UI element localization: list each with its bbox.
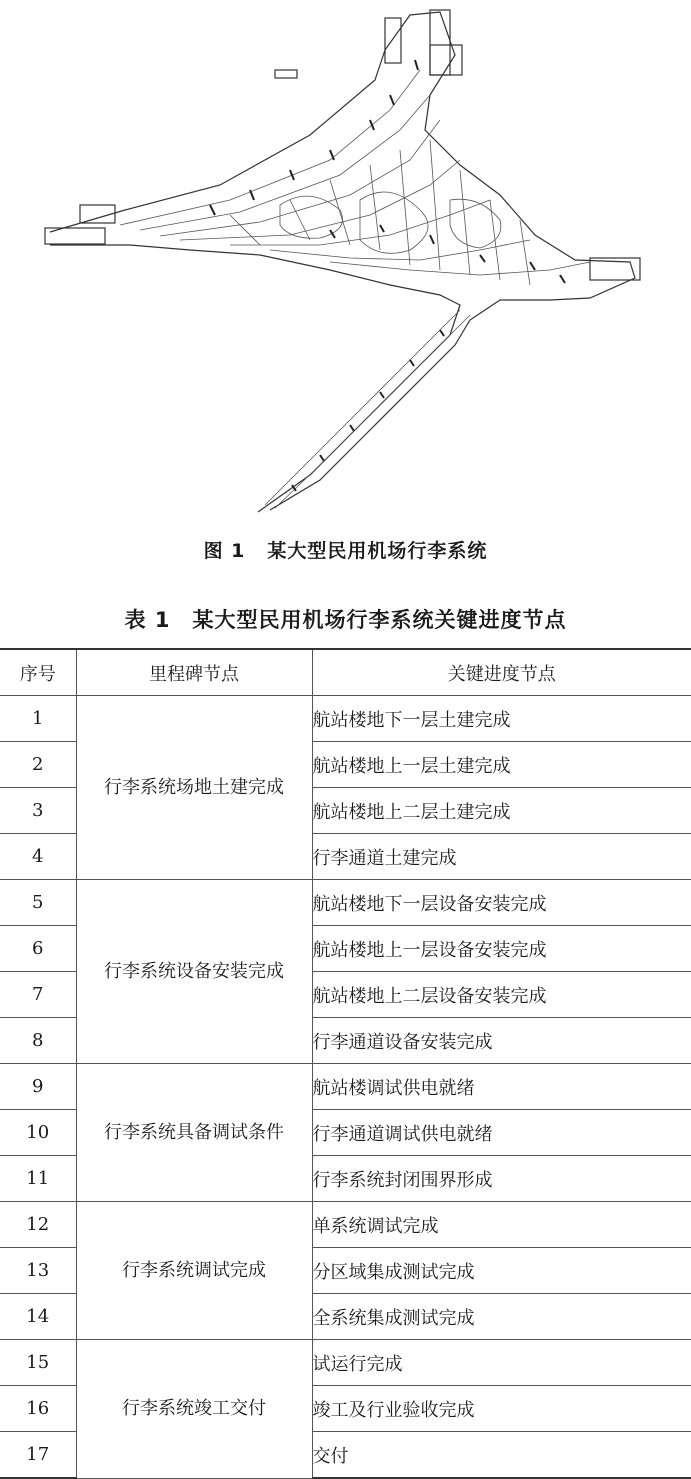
- table-caption-label: 表 1: [124, 608, 171, 632]
- key-node-cell: 航站楼地下一层土建完成: [312, 696, 691, 742]
- row-number: 4: [0, 834, 76, 880]
- row-number: 14: [0, 1294, 76, 1340]
- key-node-cell: 全系统集成测试完成: [312, 1294, 691, 1340]
- key-node-cell: 航站楼地下一层设备安装完成: [312, 880, 691, 926]
- key-node-cell: 航站楼地上一层设备安装完成: [312, 926, 691, 972]
- table-row: [0, 1064, 691, 1110]
- row-number: 1: [0, 696, 76, 742]
- key-node-cell: 航站楼调试供电就绪: [312, 1064, 691, 1110]
- key-node-cell: 航站楼地上二层设备安装完成: [312, 972, 691, 1018]
- milestone-cell: 行李系统设备安装完成: [76, 880, 312, 1064]
- row-number: 6: [0, 926, 76, 972]
- row-number: 2: [0, 742, 76, 788]
- figure-caption-text: 某大型民用机场行李系统: [267, 540, 488, 562]
- key-node-cell: 行李系统封闭围界形成: [312, 1156, 691, 1202]
- header-number: 序号: [0, 649, 76, 696]
- row-number: 5: [0, 880, 76, 926]
- header-key-node: 关键进度节点: [312, 649, 691, 696]
- milestone-cell: 行李系统场地土建完成: [76, 696, 312, 880]
- table-caption-text: 某大型民用机场行李系统关键进度节点: [192, 608, 567, 632]
- milestone-table: [0, 648, 691, 1479]
- figure-caption: [0, 536, 691, 563]
- row-number: 13: [0, 1248, 76, 1294]
- key-node-cell: 分区域集成测试完成: [312, 1248, 691, 1294]
- table-row: [0, 1340, 691, 1386]
- row-number: 17: [0, 1432, 76, 1479]
- figure-caption-label: 图 1: [203, 540, 246, 562]
- key-node-cell: 行李通道土建完成: [312, 834, 691, 880]
- milestone-table-container: [0, 648, 691, 1479]
- key-node-cell: 行李通道调试供电就绪: [312, 1110, 691, 1156]
- key-node-cell: 竣工及行业验收完成: [312, 1386, 691, 1432]
- row-number: 16: [0, 1386, 76, 1432]
- table-row: [0, 880, 691, 926]
- baggage-system-drawing: [30, 0, 650, 515]
- table-caption: [0, 604, 691, 634]
- table-header-row: [0, 649, 691, 696]
- baggage-system-figure: [30, 0, 650, 515]
- row-number: 7: [0, 972, 76, 1018]
- row-number: 10: [0, 1110, 76, 1156]
- milestone-cell: 行李系统调试完成: [76, 1202, 312, 1340]
- key-node-cell: 航站楼地上二层土建完成: [312, 788, 691, 834]
- key-node-cell: 航站楼地上一层土建完成: [312, 742, 691, 788]
- key-node-cell: 单系统调试完成: [312, 1202, 691, 1248]
- row-number: 9: [0, 1064, 76, 1110]
- table-row: [0, 696, 691, 742]
- milestone-cell: 行李系统具备调试条件: [76, 1064, 312, 1202]
- row-number: 12: [0, 1202, 76, 1248]
- key-node-cell: 交付: [312, 1432, 691, 1479]
- row-number: 3: [0, 788, 76, 834]
- header-milestone: 里程碑节点: [76, 649, 312, 696]
- row-number: 15: [0, 1340, 76, 1386]
- key-node-cell: 试运行完成: [312, 1340, 691, 1386]
- row-number: 11: [0, 1156, 76, 1202]
- milestone-cell: 行李系统竣工交付: [76, 1340, 312, 1479]
- row-number: 8: [0, 1018, 76, 1064]
- key-node-cell: 行李通道设备安装完成: [312, 1018, 691, 1064]
- table-row: [0, 1202, 691, 1248]
